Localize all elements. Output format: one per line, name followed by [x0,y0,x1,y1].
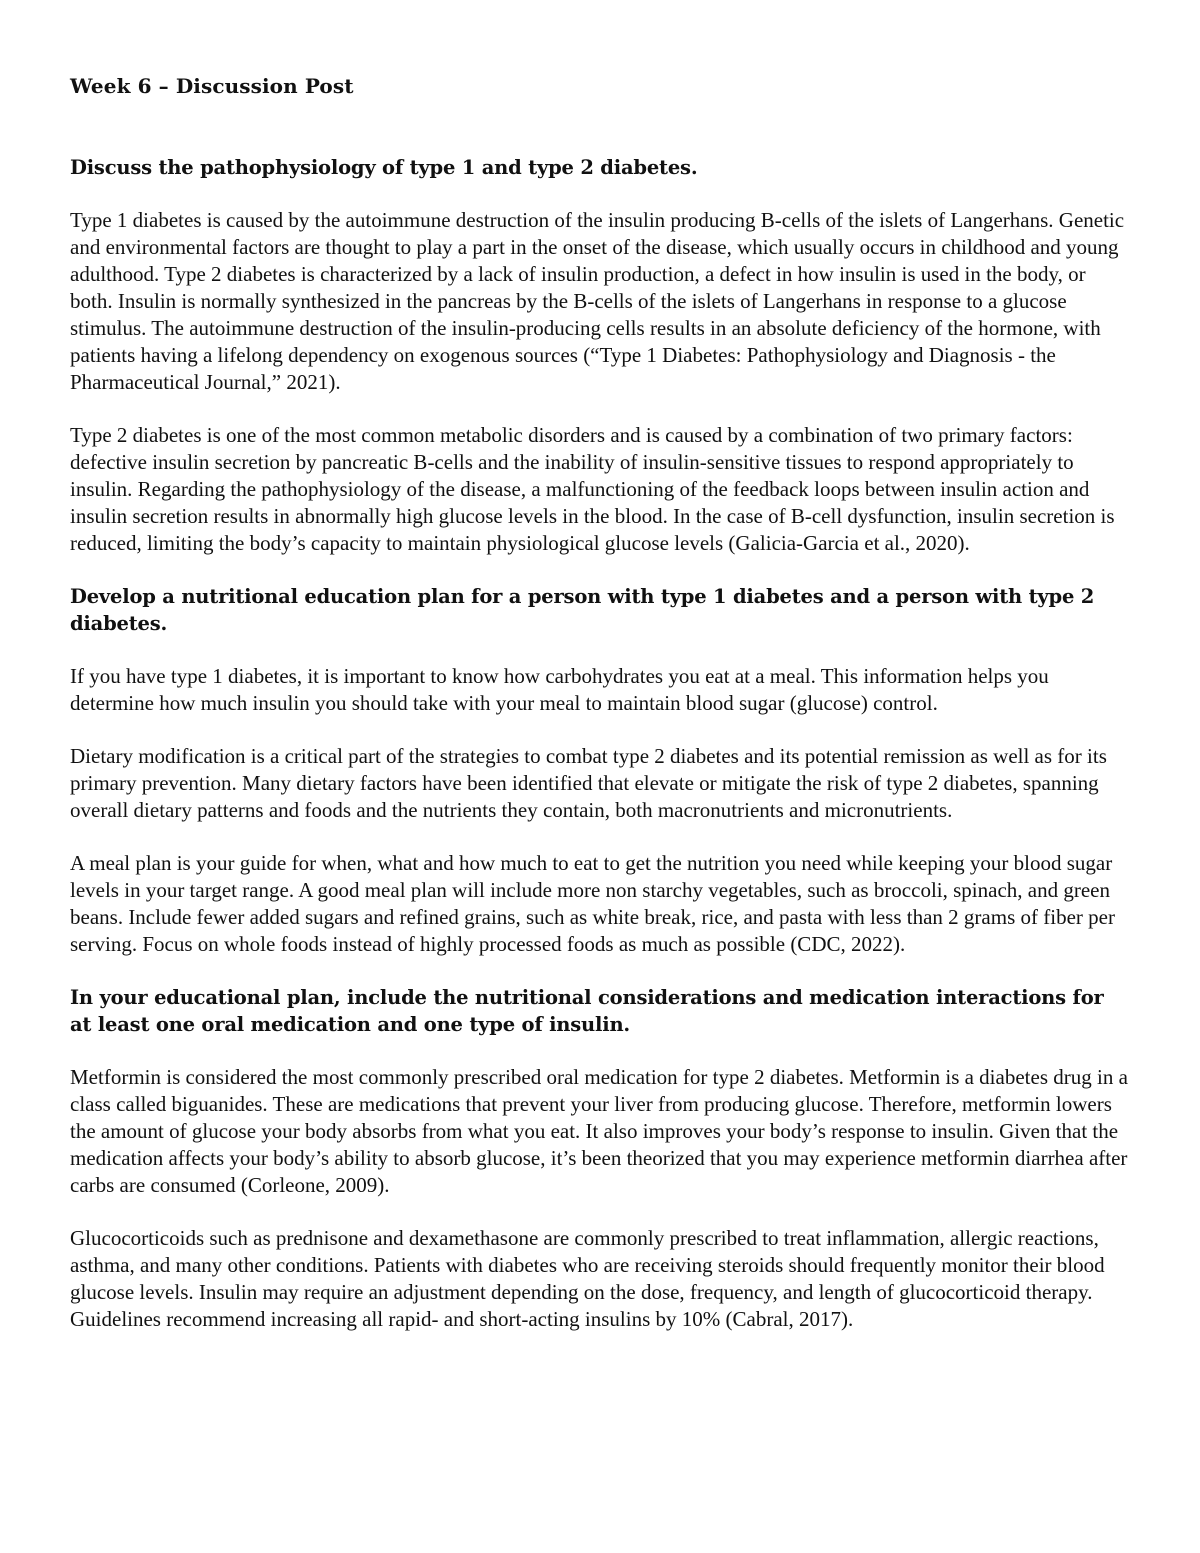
paragraph-type2-pathophysiology: Type 2 diabetes is one of the most common metabolic disorders and is caused by a combination of two primary factors: defective insulin secretion by pancreatic B-cells and the inability of insulin-sensitive tissues to respond appropriately to insulin. Regarding the pathophysiology of the disease, a malfunctioning of the feedback loops between insulin action and insulin secretion results in abnormally high glucose levels in the blood. In the case of B-cell dysfunction, insulin secretion is reduced, limiting the body’s capacity to maintain physiological glucose levels (Galicia-Garcia et al., 2020). [70,423,1115,555]
section-heading-pathophysiology: Discuss the pathophysiology of type 1 and type 2 diabetes. [70,156,698,179]
section-heading-medication-interactions: In your educational plan, include the nutritional considerations and medication interactions for at least one oral medication and one type of insulin. [70,986,1104,1036]
paragraph-glucocorticoids: Glucocorticoids such as prednisone and dexamethasone are commonly prescribed to treat inflammation, allergic reactions, asthma, and many other conditions. Patients with diabetes who are receiving steroids should frequently monitor their blood glucose levels. Insulin may require an adjustment depending on the dose, frequency, and length of glucocorticoid therapy. Guidelines recommend increasing all rapid- and short-acting insulins by 10% (Cabral, 2017). [70,1226,1105,1331]
section-heading-nutrition-plan: Develop a nutritional education plan for a person with type 1 diabetes and a person with type 2 diabetes. [70,585,1095,635]
document-title: Week 6 – Discussion Post [70,74,354,98]
paragraph-metformin: Metformin is considered the most commonly prescribed oral medication for type 2 diabetes. Metformin is a diabetes drug in a class called biguanides. These are medications that prevent your liver from producing glucose. Therefore, metformin lowers the amount of glucose your body absorbs from what you eat. It also improves your body’s response to insulin. Given that the medication affects your body’s ability to absorb glucose, it’s been theorized that you may experience metformin diarrhea after carbs are consumed (Corleone, 2009). [70,1065,1128,1197]
paragraph-type2-dietary-modification: Dietary modification is a critical part of the strategies to combat type 2 diabetes and its potential remission as well as for its primary prevention. Many dietary factors have been identified that elevate or mitigate the risk of type 2 diabetes, spanning overall dietary patterns and foods and the nutrients they contain, both macronutrients and micronutrients. [70,744,1107,822]
paragraph-type1-pathophysiology: Type 1 diabetes is caused by the autoimmune destruction of the insulin producing B-cells of the islets of Langerhans. Genetic and environmental factors are thought to play a part in the onset of the disease, which usually occurs in childhood and young adulthood. Type 2 diabetes is characterized by a lack of insulin production, a defect in how insulin is used in the body, or both. Insulin is normally synthesized in the pancreas by the B-cells of the islets of Langerhans in response to a glucose stimulus. The autoimmune destruction of the insulin-producing cells results in an absolute deficiency of the hormone, with patients having a lifelong dependency on exogenous sources (“Type 1 Diabetes: Pathophysiology and Diagnosis - the Pharmaceutical Journal,” 2021). [70,208,1125,394]
paragraph-meal-plan: A meal plan is your guide for when, what and how much to eat to get the nutrition you need while keeping your blood sugar levels in your target range. A good meal plan will include more non starchy vegetables, such as broccoli, spinach, and green beans. Include fewer added sugars and refined grains, such as white break, rice, and pasta with less than 2 grams of fiber per serving. Focus on whole foods instead of highly processed foods as much as possible (CDC, 2022). [70,851,1115,956]
paragraph-type1-nutrition: If you have type 1 diabetes, it is important to know how carbohydrates you eat at a meal. This information helps you determine how much insulin you should take with your meal to maintain blood sugar (glucose) control. [70,664,1049,715]
